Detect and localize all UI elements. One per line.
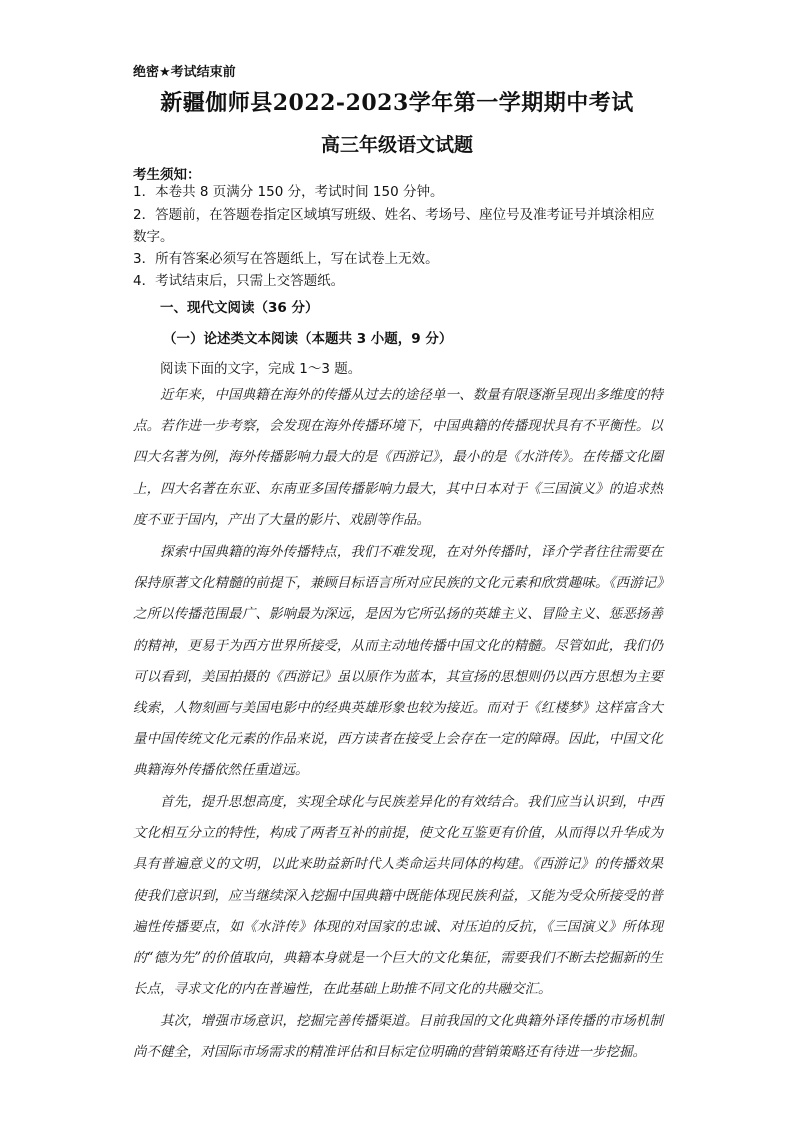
passage-paragraph-2: 探索中国典籍的海外传播特点，我们不难发现，在对外传播时，译介学者往往需要在保持原著文化精髓的前提下，兼顾目标语言所对应民族的文化元素和欣赏趣味。《西游记》之所以传播范围最广、影响最为深远，是因为它所弘扬的英雄主义、冒险主义、惩恶扬善的精神，更易于为西方世界所接受，从而主动地传播中国文化的精髓。尽管如此，我们仍可以看到，美国拍摄的《西游记》虽以原作为蓝本，其宣扬的思想则仍以西方思想为主要线索，人物刻画与美国电影中的经典英雄形象也较为接近。而对于《红楼梦》这样富含大量中国传统文化元素的作品来说，西方读者在接受上会存在一定的障碍。因此，中国文化典籍海外传播依然任重道远。 <box>133 544 663 779</box>
passage-paragraph-3: 首先，提升思想高度，实现全球化与民族差异化的有效结合。我们应当认识到，中西文化相互分立的特性，构成了两者互补的前提，使文化互鉴更有价值，从而得以升华成为具有普遍意义的文明，以此来助益新时代人类命运共同体的构建。《西游记》的传播效果使我们意识到，应当继续深入挖掘中国典籍中既能体现民族利益，又能为受众所接受的普遍性传播要点，如《水浒传》体现的对国家的忠诚、对压迫的反抗，《三国演义》所体现的“德为先”的价值取向，典籍本身就是一个巨大的文化集征，需要我们不断去挖掘新的生长点，寻求文化的内在普遍性，在此基础上助推不同文化的共融交汇。 <box>133 794 663 998</box>
notice-item-1: 1．本卷共 8 页满分 150 分，考试时间 150 分钟。 <box>133 184 444 200</box>
section-heading: 一、现代文阅读（36 分） <box>160 300 319 316</box>
passage-paragraph-1: 近年来，中国典籍在海外的传播从过去的途径单一、数量有限逐渐呈现出多维度的特点。若作进一步考察，会发现在海外传播环境下，中国典籍的传播现状具有不平衡性。以四大名著为例，海外传播影响力最大的是《西游记》，最小的是《水浒传》。在传播文化圈上，四大名著在东亚、东南亚多国传播影响力最大，其中日本对于《三国演义》的追求热度不亚于国内，产出了大量的影片、戏剧等作品。 <box>133 387 663 528</box>
confidential-mark: 绝密★考试结束前 <box>133 65 236 80</box>
notice-item-3: 3．所有答案必须写在答题纸上，写在试卷上无效。 <box>133 251 439 267</box>
notice-heading: 考生须知： <box>133 167 201 183</box>
subsection-heading: （一）论述类文本阅读（本题共 3 小题，9 分） <box>163 331 453 347</box>
passage-paragraph-4: 其次，增强市场意识，挖掘完善传播渠道。目前我国的文化典籍外译传播的市场机制尚不健全，对国际市场需求的精准评估和目标定位明确的营销策略还有待进一步挖掘。 <box>133 1013 663 1061</box>
reading-instruction: 阅读下面的文字，完成 1～3 题。 <box>160 361 362 377</box>
exam-title: 新疆伽师县2022-2023学年第一学期期中考试 <box>160 90 634 116</box>
notice-item-2: 2．答题前，在答题卷指定区域填写班级、姓名、考场号、座位号及准考证号并填涂相应数字。 <box>133 207 655 245</box>
exam-subtitle: 高三年级语文试题 <box>320 134 473 156</box>
notice-item-4: 4．考试结束后，只需上交答题纸。 <box>133 273 345 289</box>
